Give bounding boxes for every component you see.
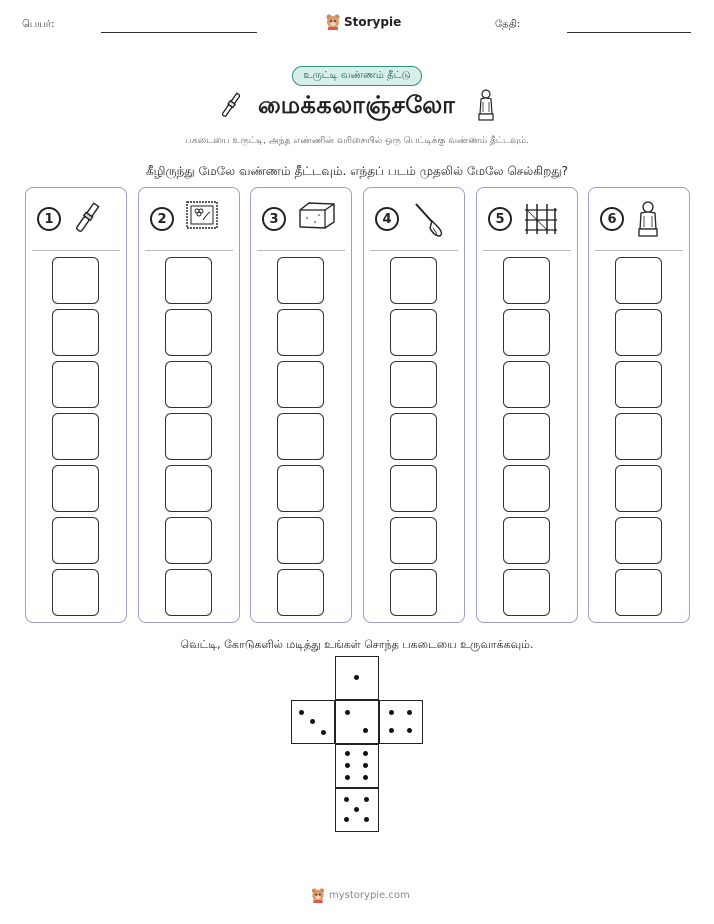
- color-box[interactable]: [277, 309, 324, 356]
- color-box[interactable]: [390, 361, 437, 408]
- dice-pip: [321, 730, 326, 735]
- color-box[interactable]: [503, 465, 550, 512]
- column-number: 1: [37, 207, 61, 231]
- dice-pip: [364, 797, 369, 802]
- dice-pip: [354, 807, 359, 812]
- column-6: [588, 187, 690, 623]
- column-divider: [370, 250, 458, 251]
- page-title: மைக்கலாஞ்சலோ: [258, 91, 456, 119]
- dice-face-2: [335, 700, 379, 744]
- color-box[interactable]: [615, 569, 662, 616]
- chisel-title-icon: [222, 90, 240, 124]
- dice-face-1: [335, 656, 379, 700]
- dice-pip: [407, 710, 412, 715]
- column-divider: [257, 250, 345, 251]
- dice-face-3: [291, 700, 335, 744]
- color-box[interactable]: [165, 517, 212, 564]
- column-number: 4: [375, 207, 399, 231]
- dice-face-5: [335, 788, 379, 832]
- color-box[interactable]: [277, 465, 324, 512]
- color-box[interactable]: [52, 309, 99, 356]
- color-box[interactable]: [503, 569, 550, 616]
- column-number: 2: [150, 207, 174, 231]
- question-wrap: [0, 160, 714, 180]
- date-label: தேதி:: [495, 19, 521, 30]
- dice-face-4: [379, 700, 423, 744]
- color-box[interactable]: [390, 465, 437, 512]
- color-box[interactable]: [277, 569, 324, 616]
- column-divider: [595, 250, 683, 251]
- column-2: [138, 187, 240, 623]
- dice-pip: [345, 710, 350, 715]
- column-number: 3: [262, 207, 286, 231]
- column-divider: [483, 250, 571, 251]
- chisel-icon: [72, 200, 102, 240]
- color-box[interactable]: [52, 569, 99, 616]
- activity-tag: உருட்டி வண்ணம் தீட்டு: [292, 66, 421, 86]
- color-box[interactable]: [503, 309, 550, 356]
- color-box[interactable]: [52, 361, 99, 408]
- color-box[interactable]: [52, 257, 99, 304]
- dice-pip: [363, 763, 368, 768]
- brand-logo: [326, 14, 401, 30]
- color-box[interactable]: [165, 309, 212, 356]
- column-3: [250, 187, 352, 623]
- column-divider: [145, 250, 233, 251]
- dice-pip: [344, 817, 349, 822]
- column-number: 5: [488, 207, 512, 231]
- column-number: 6: [600, 207, 624, 231]
- statue-title-icon: [476, 88, 496, 126]
- color-box[interactable]: [277, 257, 324, 304]
- dice-pip: [389, 728, 394, 733]
- brand-name: Storypie: [344, 15, 402, 29]
- column-1: [25, 187, 127, 623]
- color-box[interactable]: [165, 361, 212, 408]
- dice-pip: [345, 751, 350, 756]
- dice-pip: [310, 719, 315, 724]
- color-box[interactable]: [615, 413, 662, 460]
- bear-icon: [311, 888, 325, 903]
- color-box[interactable]: [52, 517, 99, 564]
- color-box[interactable]: [390, 569, 437, 616]
- color-box[interactable]: [503, 517, 550, 564]
- color-box[interactable]: [615, 361, 662, 408]
- scaffold-icon: [523, 200, 559, 240]
- dice-pip: [363, 728, 368, 733]
- name-line[interactable]: [101, 32, 257, 33]
- dice-pip: [363, 775, 368, 780]
- dice-pip: [299, 710, 304, 715]
- paintbrush-icon: [410, 200, 448, 242]
- color-box[interactable]: [390, 257, 437, 304]
- date-line[interactable]: [567, 32, 691, 33]
- color-box[interactable]: [390, 413, 437, 460]
- color-box[interactable]: [165, 413, 212, 460]
- color-box[interactable]: [165, 465, 212, 512]
- color-box[interactable]: [503, 361, 550, 408]
- dice-instruction: வெட்டி, கோடுகளில் மடித்து உங்கள் சொந்த பகடையை உருவாக்கவும்.: [180, 638, 534, 651]
- dice-pip: [344, 797, 349, 802]
- dice-pip: [354, 675, 359, 680]
- color-box[interactable]: [277, 413, 324, 460]
- dice-pip: [407, 728, 412, 733]
- dice-pip: [389, 710, 394, 715]
- color-box[interactable]: [390, 517, 437, 564]
- color-box[interactable]: [52, 413, 99, 460]
- footer-url[interactable]: mystorypie.com: [329, 890, 410, 901]
- dice-instruction-wrap: [0, 633, 714, 653]
- statue-icon: [635, 200, 661, 242]
- bear-icon: [326, 14, 340, 30]
- footer: [311, 888, 410, 903]
- dice-pip: [363, 751, 368, 756]
- marble-block-icon: [297, 200, 337, 234]
- dice-pip: [345, 775, 350, 780]
- color-box[interactable]: [165, 257, 212, 304]
- color-box[interactable]: [615, 257, 662, 304]
- painting-icon: [185, 200, 219, 234]
- name-label: பெயர்:: [22, 19, 55, 30]
- color-box[interactable]: [390, 309, 437, 356]
- dice-pip: [364, 817, 369, 822]
- color-box[interactable]: [615, 465, 662, 512]
- color-box[interactable]: [503, 257, 550, 304]
- instructions-text: பகடையை உருட்டி, அந்த எண்ணின் வரிசையில் ஒரு பெட்டிக்கு வண்ணம் தீட்டவும்.: [185, 136, 529, 146]
- color-box[interactable]: [615, 517, 662, 564]
- instructions-wrap: [0, 128, 714, 147]
- color-box[interactable]: [503, 413, 550, 460]
- color-box[interactable]: [52, 465, 99, 512]
- color-box[interactable]: [277, 517, 324, 564]
- dice-pip: [345, 763, 350, 768]
- question-text: கீழிருந்து மேலே வண்ணம் தீட்டவும். எந்தப் படம் முதலில் மேலே செல்கிறது?: [145, 164, 569, 178]
- column-divider: [32, 250, 120, 251]
- tag-wrap: [0, 66, 714, 86]
- column-5: [476, 187, 578, 623]
- color-box[interactable]: [615, 309, 662, 356]
- color-box[interactable]: [277, 361, 324, 408]
- dice-face-6: [335, 744, 379, 788]
- color-box[interactable]: [165, 569, 212, 616]
- column-4: [363, 187, 465, 623]
